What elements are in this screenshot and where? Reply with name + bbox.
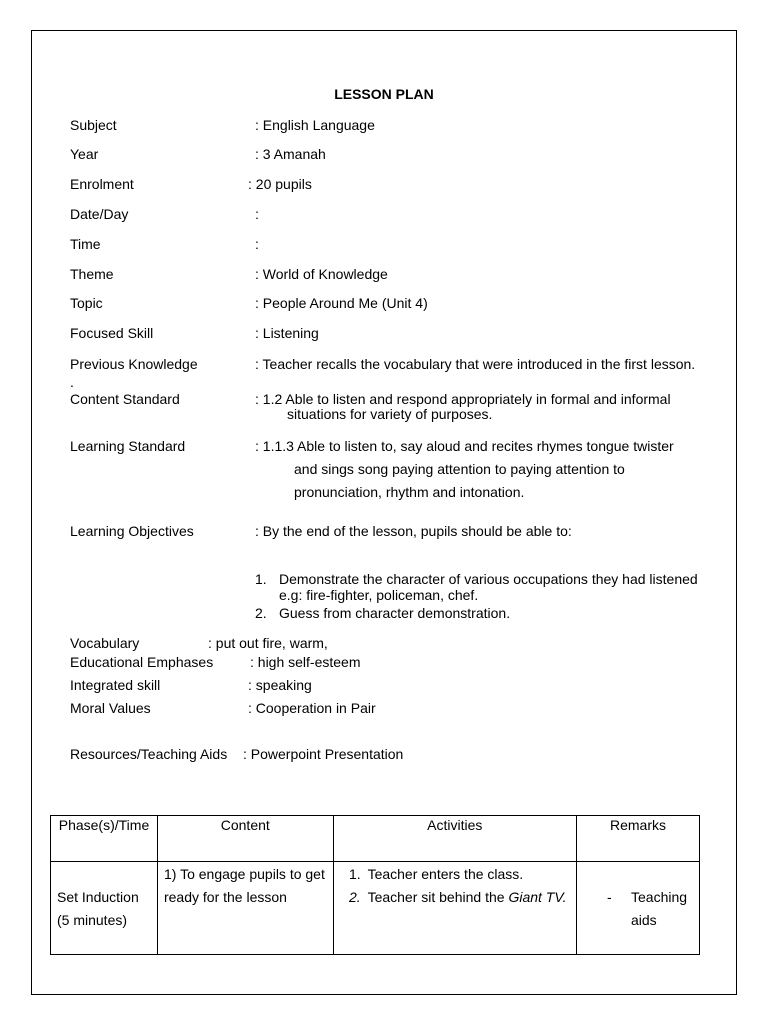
- year-label: Year: [70, 146, 99, 162]
- theme-value: : World of Knowledge: [255, 266, 388, 282]
- cell-activities: [333, 862, 576, 955]
- remark-text: Teaching aids: [631, 889, 688, 928]
- phase-duration: (5 minutes): [57, 912, 128, 928]
- objective-number: 2.: [255, 605, 267, 621]
- content-standard-value: : 1.2 Able to listen and respond appropriately in formal and informal: [255, 391, 671, 407]
- objective-item: [255, 571, 698, 603]
- objective-text-cont: e.g: fire-fighter, policeman, chef.: [279, 587, 479, 603]
- content-standard-label: Content Standard: [70, 391, 180, 407]
- moral-values-value: : Cooperation in Pair: [248, 700, 376, 716]
- activity-item: 2. Teacher sit behind the Giant TV.: [365, 886, 570, 909]
- theme-label: Theme: [70, 266, 114, 282]
- remark-item: [583, 886, 693, 932]
- cell-content: 1) To engage pupils to get ready for the lesson: [157, 862, 333, 955]
- year-value: : 3 Amanah: [255, 146, 326, 162]
- subject-label: Subject: [70, 117, 117, 133]
- activity-italic: Giant TV: [508, 889, 563, 905]
- learning-standard-value-cont2: pronunciation, rhythm and intonation.: [294, 484, 525, 500]
- learning-objectives-label: Learning Objectives: [70, 523, 194, 539]
- enrolment-label: Enrolment: [70, 176, 134, 192]
- cell-phase: [51, 862, 158, 955]
- header-content: Content: [157, 816, 333, 862]
- objective-item: [255, 605, 698, 621]
- objective-text: Guess from character demonstration.: [279, 605, 511, 621]
- activities-list: [340, 863, 570, 909]
- header-activities: Activities: [333, 816, 576, 862]
- previous-knowledge-label: Previous Knowledge: [70, 356, 198, 372]
- time-value: :: [255, 236, 259, 252]
- vocabulary-value: : put out fire, warm,: [208, 635, 328, 651]
- header-remarks: Remarks: [577, 816, 700, 862]
- time-label: Time: [70, 236, 101, 252]
- date-day-value: :: [255, 206, 259, 222]
- learning-standard-label: Learning Standard: [70, 438, 186, 454]
- remark-dash: -: [607, 889, 612, 905]
- table-header-row: [51, 816, 700, 862]
- focused-skill-label: Focused Skill: [70, 325, 154, 341]
- learning-objectives-value: : By the end of the lesson, pupils should be able to:: [255, 523, 572, 539]
- subject-value: : English Language: [255, 117, 375, 133]
- objective-number: 1.: [255, 571, 267, 587]
- objective-text: Demonstrate the character of various occupations they had listened: [279, 571, 698, 587]
- document-title: LESSON PLAN: [334, 86, 434, 102]
- header-phase: Phase(s)/Time: [51, 816, 158, 862]
- moral-values-label: Moral Values: [70, 700, 151, 716]
- resources-value: : Powerpoint Presentation: [243, 746, 404, 762]
- topic-value: : People Around Me (Unit 4): [255, 295, 428, 311]
- educational-emphases-value: : high self-esteem: [250, 654, 361, 670]
- focused-skill-value: : Listening: [255, 325, 319, 341]
- objectives-list: [255, 571, 698, 621]
- learning-standard-value-cont1: and sings song paying attention to paying attention to: [294, 461, 625, 477]
- cell-remarks: [577, 862, 700, 955]
- topic-label: Topic: [70, 295, 103, 311]
- vocabulary-label: Vocabulary: [70, 635, 140, 651]
- activity-item: 1. Teacher enters the class.: [365, 863, 570, 886]
- date-day-label: Date/Day: [70, 206, 129, 222]
- previous-knowledge-value: : Teacher recalls the vocabulary that were introduced in the first lesson.: [255, 356, 696, 372]
- integrated-skill-label: Integrated skill: [70, 677, 161, 693]
- integrated-skill-value: : speaking: [248, 677, 312, 693]
- resources-label: Resources/Teaching Aids: [70, 746, 228, 762]
- educational-emphases-label: Educational Emphases: [70, 654, 214, 670]
- table-row: [51, 862, 700, 955]
- lesson-table: [50, 815, 700, 955]
- enrolment-value: : 20 pupils: [248, 176, 312, 192]
- stray-dot: .: [70, 374, 74, 390]
- content-standard-value-cont: situations for variety of purposes.: [287, 406, 493, 422]
- phase-name: Set Induction: [57, 889, 139, 905]
- learning-standard-value: : 1.1.3 Able to listen to, say aloud and recites rhymes tongue twister: [255, 438, 674, 454]
